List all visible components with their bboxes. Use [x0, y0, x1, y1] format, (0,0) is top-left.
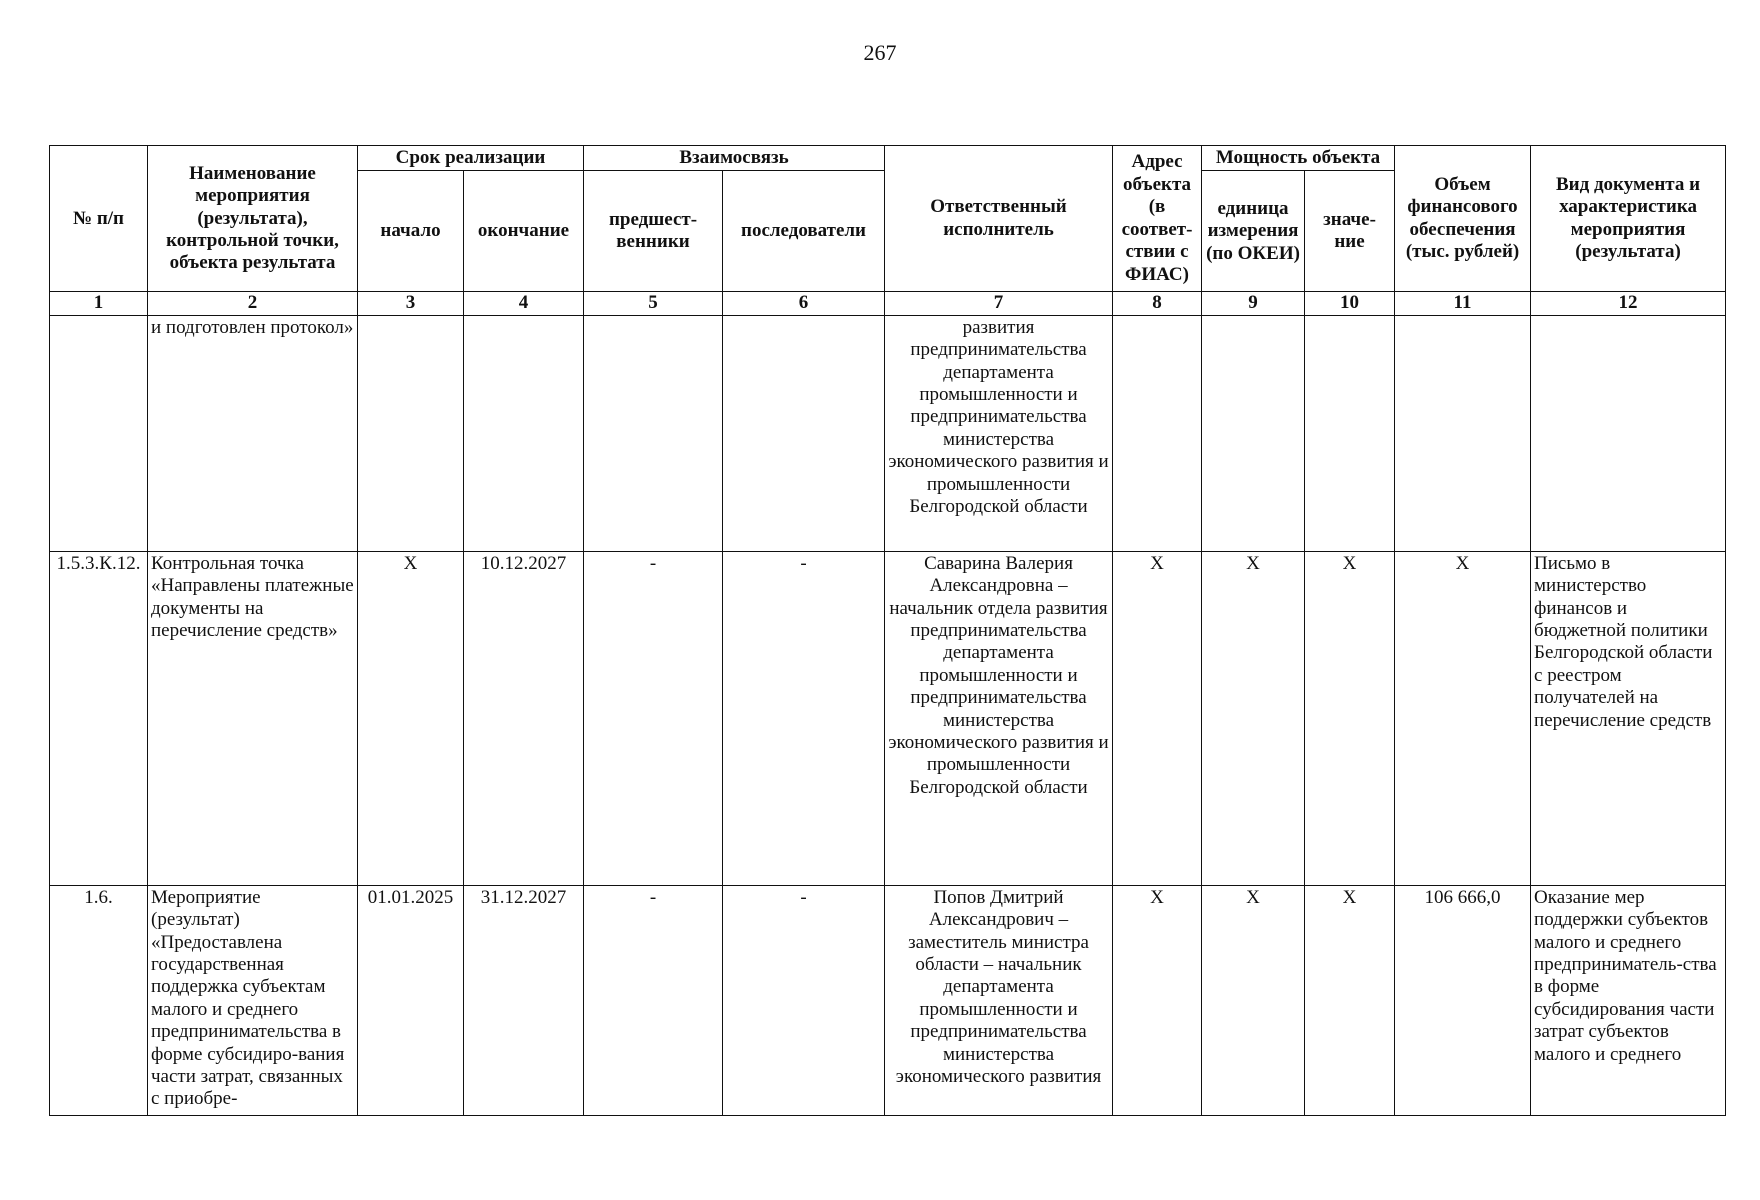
cell-financing: [1395, 315, 1531, 551]
cell-document: Письмо в министерство финансов и бюджетной политики Белгородской области с реестром получателей на перечисление средств: [1531, 551, 1726, 885]
header-value: значе-ние: [1305, 171, 1395, 292]
cell-responsible: развития предпринимательства департамента промышленности и предпринимательства министерства экономического развития и промышленности Белгородской области: [885, 315, 1113, 551]
table-row: [50, 315, 1726, 551]
cell-start: Х: [358, 551, 464, 885]
cell-responsible: Попов Дмитрий Александрович – заместитель министра области – начальник департамента промышленности и предпринимательства министерства экономического развития: [885, 885, 1113, 1115]
cell-address: [1113, 315, 1202, 551]
cell-num: [50, 315, 148, 551]
cell-name: Мероприятие (результат) «Предоставлена государственная поддержка субъектам малого и среднего предпринимательства в форме субсидиро-вания части затрат, связанных с приобре-: [148, 885, 358, 1115]
header-predecessors: предшест-венники: [584, 171, 723, 292]
cell-num: 1.5.3.К.12.: [50, 551, 148, 885]
column-number: 2: [148, 292, 358, 315]
column-number: 3: [358, 292, 464, 315]
cell-successors: -: [723, 885, 885, 1115]
cell-successors: -: [723, 551, 885, 885]
cell-responsible: Саварина Валерия Александровна – начальник отдела развития предпринимательства департамента промышленности и предпринимательства министерства экономического развития и промышленности Белгородской области: [885, 551, 1113, 885]
header-unit: единица измерения (по ОКЕИ): [1202, 171, 1305, 292]
header-responsible: Ответственный исполнитель: [885, 146, 1113, 292]
cell-document: Оказание мер поддержки субъектов малого и среднего предприниматель-ства в форме субсидирования части затрат субъектов малого и среднего: [1531, 885, 1726, 1115]
header-start: начало: [358, 171, 464, 292]
cell-start: [358, 315, 464, 551]
header-num: № п/п: [50, 146, 148, 292]
header-end: окончание: [464, 171, 584, 292]
cell-address: Х: [1113, 885, 1202, 1115]
cell-value: Х: [1305, 551, 1395, 885]
page-number: 267: [863, 40, 897, 65]
cell-document: [1531, 315, 1726, 551]
cell-end: [464, 315, 584, 551]
column-numbers-row: [50, 292, 1726, 315]
column-number: 6: [723, 292, 885, 315]
cell-unit: [1202, 315, 1305, 551]
header-row-1: [50, 146, 1726, 171]
header-successors: последователи: [723, 171, 885, 292]
column-number: 1: [50, 292, 148, 315]
table-row: [50, 551, 1726, 885]
column-number: 12: [1531, 292, 1726, 315]
cell-end: 10.12.2027: [464, 551, 584, 885]
cell-financing: 106 666,0: [1395, 885, 1531, 1115]
cell-address: Х: [1113, 551, 1202, 885]
header-power-group: Мощность объекта: [1202, 146, 1395, 171]
column-number: 11: [1395, 292, 1531, 315]
cell-value: Х: [1305, 885, 1395, 1115]
cell-end: 31.12.2027: [464, 885, 584, 1115]
header-link-group: Взаимосвязь: [584, 146, 885, 171]
header-term-group: Срок реализации: [358, 146, 584, 171]
cell-num: 1.6.: [50, 885, 148, 1115]
column-number: 10: [1305, 292, 1395, 315]
header-document: Вид документа и характеристика мероприятия (результата): [1531, 146, 1726, 292]
column-number: 5: [584, 292, 723, 315]
column-number: 8: [1113, 292, 1202, 315]
header-address: Адрес объекта (в соответ-ствии с ФИАС): [1113, 146, 1202, 292]
column-number: 4: [464, 292, 584, 315]
cell-successors: [723, 315, 885, 551]
cell-predecessors: [584, 315, 723, 551]
cell-name: Контрольная точка «Направлены платежные документы на перечисление средств»: [148, 551, 358, 885]
table-row: [50, 885, 1726, 1115]
cell-value: [1305, 315, 1395, 551]
cell-predecessors: -: [584, 885, 723, 1115]
cell-predecessors: -: [584, 551, 723, 885]
column-number: 7: [885, 292, 1113, 315]
events-table: [49, 145, 1726, 1116]
cell-start: 01.01.2025: [358, 885, 464, 1115]
cell-name: и подготовлен протокол»: [148, 315, 358, 551]
header-financing: Объем финансового обеспечения (тыс. рублей): [1395, 146, 1531, 292]
column-number: 9: [1202, 292, 1305, 315]
cell-unit: Х: [1202, 885, 1305, 1115]
cell-unit: Х: [1202, 551, 1305, 885]
cell-financing: Х: [1395, 551, 1531, 885]
header-name: Наименование мероприятия (результата), контрольной точки, объекта результата: [148, 146, 358, 292]
